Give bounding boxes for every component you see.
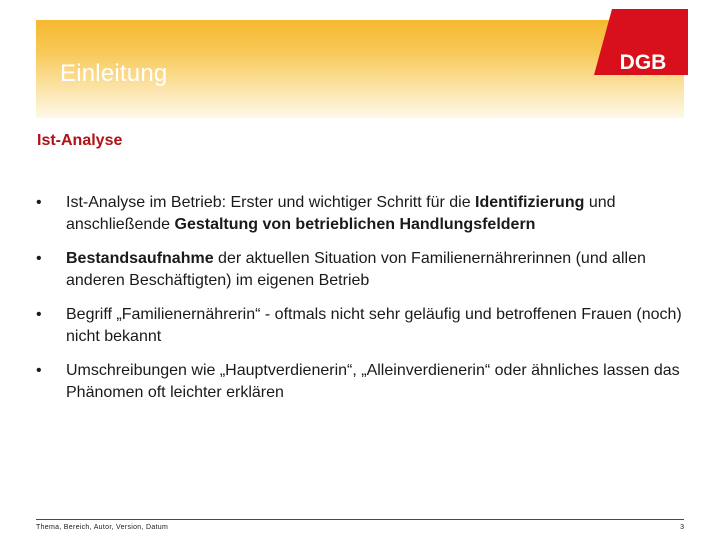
footer-text: Thema, Bereich, Autor, Version, Datum	[36, 524, 169, 531]
bullet-marker: •	[36, 362, 42, 379]
bullet-marker: •	[36, 306, 42, 323]
bullet-text: der aktuellen Situation von Familienernährerinnen (und allen anderen Beschäftigten) im eigenen Betrieb	[66, 250, 646, 289]
bullet-item	[36, 192, 686, 236]
section-subtitle: Ist-Analyse	[37, 132, 123, 149]
bullet-list	[36, 192, 686, 416]
bullet-text: Begriff „Familienernährerin“ - oftmals nicht sehr geläufig und betroffenen Frauen (noch) nicht bekannt	[66, 306, 682, 345]
bullet-text: Ist-Analyse im Betrieb: Erster und wichtiger Schritt für die	[66, 194, 476, 211]
bullet-text-bold: Gestaltung von betrieblichen Handlungsfeldern	[174, 216, 536, 233]
bullet-text: Umschreibungen wie „Hauptverdienerin“, „Alleinverdienerin“ oder ähnliches lassen das Phänomen oft leichter erklären	[66, 362, 680, 401]
footer-divider	[36, 519, 684, 520]
bullet-marker: •	[36, 250, 42, 267]
dgb-logo	[594, 9, 688, 75]
bullet-text-bold: Identifizierung	[475, 194, 585, 211]
bullet-item	[36, 360, 686, 404]
bullet-item	[36, 304, 686, 348]
bullet-text: und anschließende	[66, 194, 616, 233]
slide-title: Einleitung	[60, 60, 168, 87]
dgb-logo-text: DGB	[619, 51, 667, 74]
page-number: 3	[680, 524, 684, 531]
bullet-item	[36, 248, 686, 292]
bullet-marker: •	[36, 194, 42, 211]
bullet-text-bold: Bestandsaufnahme	[66, 250, 214, 267]
